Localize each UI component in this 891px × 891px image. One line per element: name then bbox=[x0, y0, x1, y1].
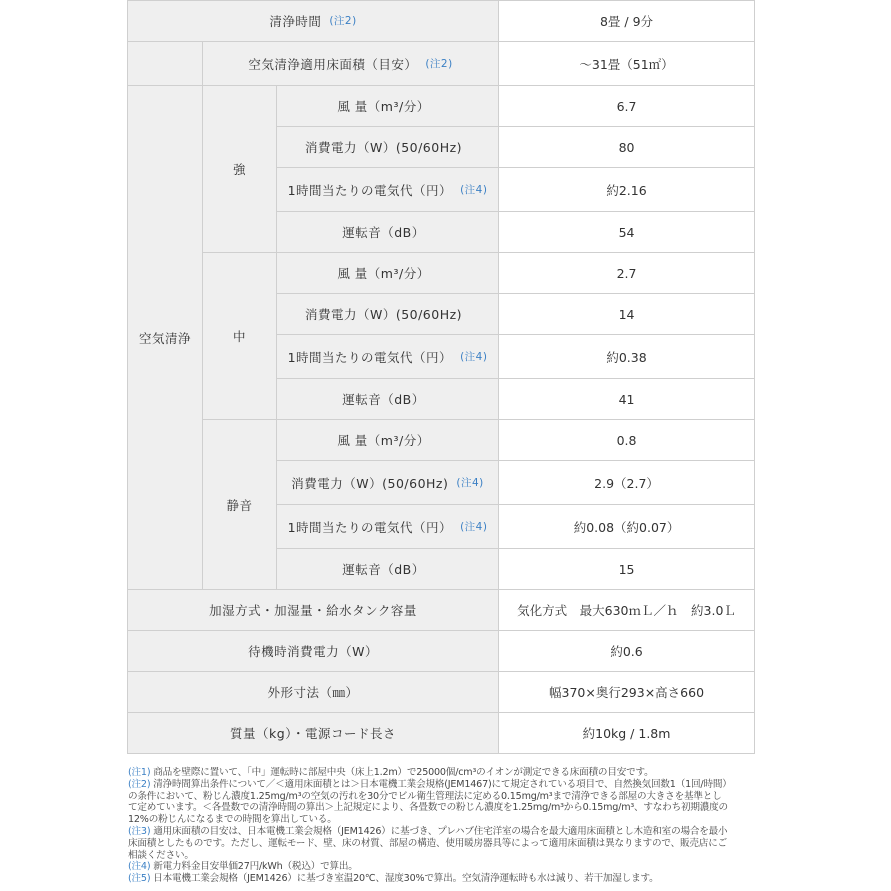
row-value: 0.8 bbox=[499, 420, 755, 461]
row-label bbox=[128, 1, 499, 42]
row-value: 14 bbox=[499, 294, 755, 335]
row-label: 待機時消費電力（W） bbox=[128, 631, 499, 672]
table-row bbox=[128, 86, 755, 127]
row-label-text: 運転音（dB） bbox=[342, 225, 425, 240]
row-label-text: 1時間当たりの電気代（円） bbox=[287, 182, 453, 198]
mode-label-quiet: 静音 bbox=[203, 420, 277, 590]
footnote-4 bbox=[128, 861, 728, 873]
row-label-text: 風 量（m³/分） bbox=[337, 99, 430, 114]
footnote-number: (注4) bbox=[128, 861, 151, 873]
row-value: 約0.6 bbox=[499, 631, 755, 672]
row-label: 外形寸法（㎜） bbox=[128, 672, 499, 713]
footnote-number: (注5) bbox=[128, 873, 151, 885]
footnote-text: 日本電機工業会規格（JEM1426）に基づき室温20℃、湿度30%で算出。空気清浄運転時も水は減り、若干加湿します。 bbox=[150, 873, 659, 885]
note-ref-link[interactable]: (注2) bbox=[425, 57, 453, 70]
footnote-number: (注3) bbox=[128, 825, 151, 837]
row-label-text: 運転音（dB） bbox=[342, 562, 425, 577]
group-cell-empty bbox=[128, 42, 203, 86]
table-row bbox=[128, 420, 755, 461]
row-label-text: 消費電力（W）(50/60Hz) bbox=[304, 140, 463, 155]
table-row bbox=[128, 1, 755, 42]
row-value: 約10kg / 1.8m bbox=[499, 713, 755, 754]
row-label bbox=[277, 420, 499, 461]
row-value: 約0.08（約0.07） bbox=[499, 505, 755, 549]
table-row bbox=[128, 631, 755, 672]
table-row bbox=[128, 590, 755, 631]
table-row bbox=[128, 253, 755, 294]
row-value: 約0.38 bbox=[499, 335, 755, 379]
row-value: ～31畳（51㎡） bbox=[499, 42, 755, 86]
row-label-text: 1時間当たりの電気代（円） bbox=[287, 519, 453, 535]
row-label-text: 消費電力（W）(50/60Hz) bbox=[304, 307, 463, 322]
footnote-text: 商品を壁際に置いて、「中」運転時に部屋中央（床上1.2m）で25000個/cm³のイオンが測定できる床面積の目安です。 bbox=[150, 767, 654, 778]
row-label bbox=[277, 461, 499, 505]
row-value: 41 bbox=[499, 379, 755, 420]
row-value: 幅370×奥行293×高さ660 bbox=[499, 672, 755, 713]
row-label bbox=[203, 42, 499, 86]
row-value: 6.7 bbox=[499, 86, 755, 127]
row-label-text: 1時間当たりの電気代（円） bbox=[287, 349, 453, 365]
row-label: 加湿方式・加湿量・給水タンク容量 bbox=[128, 590, 499, 631]
row-label bbox=[277, 168, 499, 212]
note-ref-link[interactable]: (注4) bbox=[460, 183, 488, 196]
footnote-2 bbox=[128, 779, 728, 826]
footnotes bbox=[128, 767, 728, 885]
row-value: 15 bbox=[499, 549, 755, 590]
footnote-5 bbox=[128, 873, 728, 885]
footnote-text: 新電力料金目安単価27円/kWh（税込）で算出。 bbox=[150, 861, 358, 873]
row-label-text: 運転音（dB） bbox=[342, 392, 425, 407]
footnote-text: 清浄時間算出条件について／＜適用床面積とは＞日本電機工業会規格(JEM1467)にて規定されている項目で、自然換気回数1（1回/時間）の条件において、粉じん濃度1.25mg/m³の空気の汚れを30分でビル衛生管理法に定める0.15mg/m³まで清浄できる部屋の大きさを基準として定めています。＜各畳数での清浄時間の算出＞上記規定により、各畳数での粉じん濃度を1.25mg/m³から0.15mg/m³、すなわち初期濃度の12%の粉じんになるまでの時間を算出している。 bbox=[128, 778, 728, 826]
row-label bbox=[277, 127, 499, 168]
row-label bbox=[277, 294, 499, 335]
row-value: 80 bbox=[499, 127, 755, 168]
row-value: 54 bbox=[499, 212, 755, 253]
row-label bbox=[277, 379, 499, 420]
note-ref-link[interactable]: (注4) bbox=[456, 476, 484, 489]
table-row bbox=[128, 672, 755, 713]
footnote-1 bbox=[128, 767, 728, 779]
row-label-text: 空気清浄適用床面積（目安） bbox=[248, 56, 418, 72]
row-value: 約2.16 bbox=[499, 168, 755, 212]
row-value: 8畳 / 9分 bbox=[499, 1, 755, 42]
row-value: 気化方式 最大630ｍＬ／ｈ 約3.0Ｌ bbox=[499, 590, 755, 631]
row-value: 2.9（2.7） bbox=[499, 461, 755, 505]
row-label-text: 風 量（m³/分） bbox=[337, 433, 430, 448]
row-label-text: 消費電力（W）(50/60Hz) bbox=[291, 475, 449, 491]
mode-label-medium: 中 bbox=[203, 253, 277, 420]
row-label bbox=[277, 335, 499, 379]
row-label bbox=[277, 253, 499, 294]
footnote-text: 適用床面積の目安は、日本電機工業会規格（JEM1426）に基づき、プレハブ住宅洋室の場合を最大適用床面積とし木造和室の場合を最小床面積としたものです。ただし、運転モード、壁、床の材質、部屋の構造、使用暖房器具等によって適用床面積は異なりますので、販売店にご相談ください。 bbox=[128, 825, 728, 861]
row-label: 質量（kg）・電源コード長さ bbox=[128, 713, 499, 754]
footnote-number: (注2) bbox=[128, 778, 151, 790]
footnote-3 bbox=[128, 826, 728, 861]
note-ref-link[interactable]: (注2) bbox=[329, 15, 357, 27]
footnote-number: (注1) bbox=[128, 767, 151, 778]
row-label-text: 風 量（m³/分） bbox=[337, 266, 430, 281]
row-value: 2.7 bbox=[499, 253, 755, 294]
row-label bbox=[277, 212, 499, 253]
table-row bbox=[128, 42, 755, 86]
mode-label-strong: 強 bbox=[203, 86, 277, 253]
table-row bbox=[128, 713, 755, 754]
note-ref-link[interactable]: (注4) bbox=[460, 350, 488, 363]
row-label bbox=[277, 505, 499, 549]
spec-table bbox=[127, 0, 755, 754]
row-label bbox=[277, 86, 499, 127]
note-ref-link[interactable]: (注4) bbox=[460, 520, 488, 533]
row-label-text: 清浄時間 bbox=[269, 14, 322, 29]
group-label-air-purify: 空気清浄 bbox=[128, 86, 203, 590]
row-label bbox=[277, 549, 499, 590]
